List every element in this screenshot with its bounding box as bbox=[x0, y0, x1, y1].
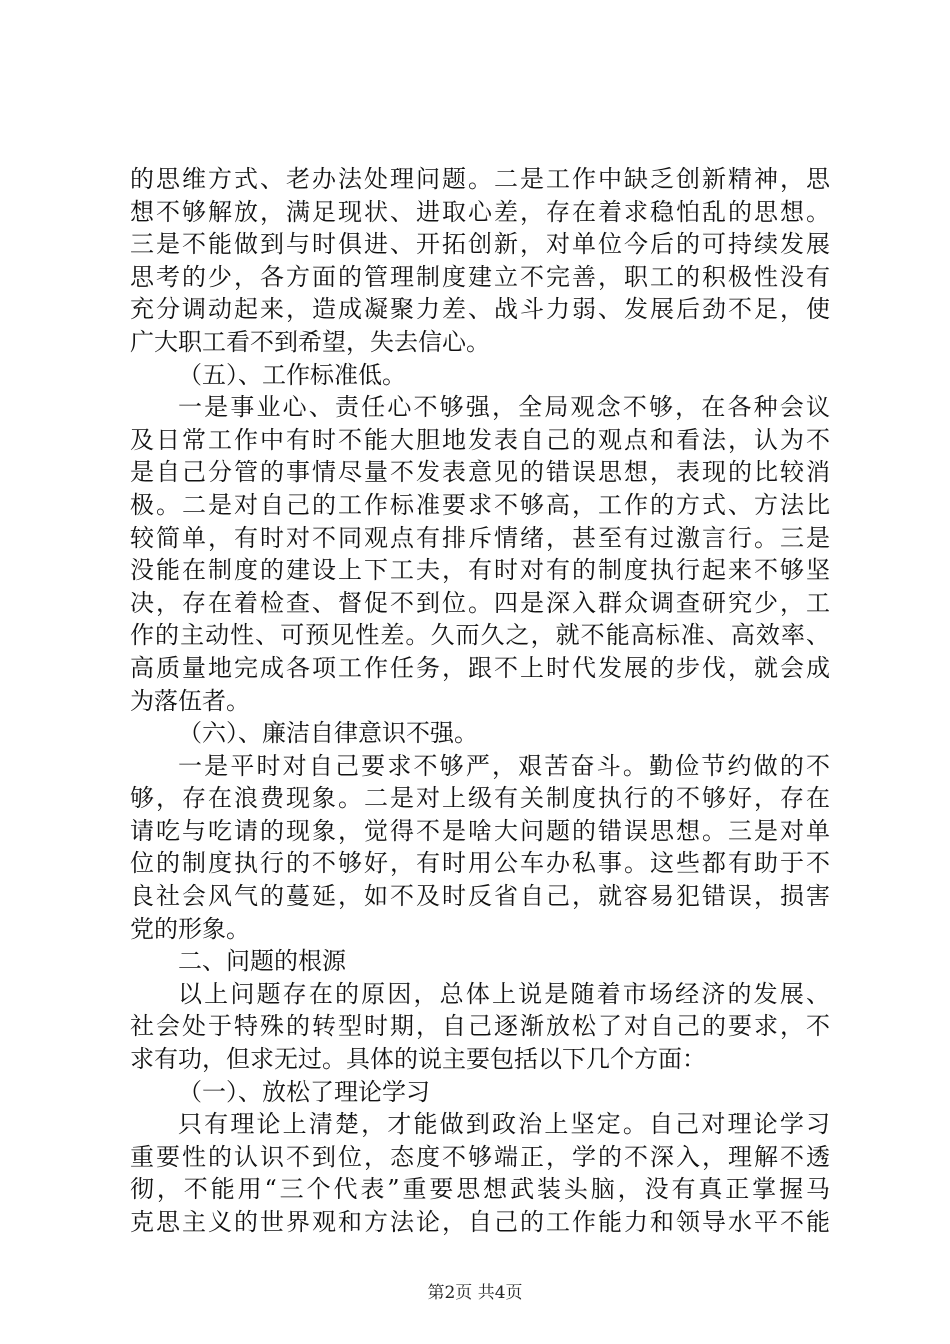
section-heading: （一）、放松了理论学习 bbox=[178, 1077, 430, 1106]
text-line: 及日常工作中有时不能大胆地发表自己的观点和看法，认为不 bbox=[130, 425, 830, 454]
text-line: 以上问题存在的原因，总体上说是随着市场经济的发展、 bbox=[178, 979, 830, 1008]
document-body bbox=[130, 163, 830, 1239]
text-line: 重要性的认识不到位，态度不够端正，学的不深入，理解不透 bbox=[130, 1142, 830, 1171]
page-number: 第2页 共4页 bbox=[427, 1283, 523, 1303]
text-line: 极。二是对自己的工作标准要求不够高，工作的方式、方法比 bbox=[130, 490, 830, 519]
section-heading: （六）、廉洁自律意识不强。 bbox=[178, 719, 478, 748]
text-line: 高质量地完成各项工作任务，跟不上时代发展的步伐，就会成 bbox=[130, 653, 830, 682]
section-heading: （五）、工作标准低。 bbox=[178, 360, 406, 389]
text-line: 决，存在着检查、督促不到位。四是深入群众调查研究少，工 bbox=[130, 588, 830, 617]
text-line: 广大职工看不到希望，失去信心。 bbox=[130, 327, 490, 356]
text-line: 位的制度执行的不够好，有时用公车办私事。这些都有助于不 bbox=[130, 849, 830, 878]
text-line: 良社会风气的蔓延，如不及时反省自己，就容易犯错误，损害 bbox=[130, 882, 830, 911]
text-line: 思考的少，各方面的管理制度建立不完善，职工的积极性没有 bbox=[130, 262, 830, 291]
text-line: 只有理论上清楚，才能做到政治上坚定。自己对理论学习 bbox=[178, 1110, 830, 1139]
text-line: 够，存在浪费现象。二是对上级有关制度执行的不够好，存在 bbox=[130, 784, 830, 813]
section-heading: 二、问题的根源 bbox=[178, 947, 346, 976]
text-line: 求有功，但求无过。具体的说主要包括以下几个方面： bbox=[130, 1045, 706, 1074]
text-line: 请吃与吃请的现象，觉得不是啥大问题的错误思想。三是对单 bbox=[130, 816, 830, 845]
text-line: 三是不能做到与时俱进、开拓创新，对单位今后的可持续发展 bbox=[130, 230, 830, 259]
text-line: 一是平时对自己要求不够严，艰苦奋斗。勤俭节约做的不 bbox=[178, 751, 830, 780]
text-line: 一是事业心、责任心不够强，全局观念不够，在各种会议 bbox=[178, 393, 830, 422]
text-line: 的思维方式、老办法处理问题。二是工作中缺乏创新精神，思 bbox=[130, 165, 830, 193]
text-line: 较简单，有时对不同观点有排斥情绪，甚至有过激言行。三是 bbox=[130, 523, 830, 552]
text-line: 为落伍者。 bbox=[130, 686, 250, 715]
text-line: 充分调动起来，造成凝聚力差、战斗力弱、发展后劲不足，使 bbox=[130, 295, 830, 324]
page-footer bbox=[0, 1282, 950, 1304]
text-line: 没能在制度的建设上下工夫，有时对有的制度执行起来不够坚 bbox=[130, 556, 830, 585]
text-line: 克思主义的世界观和方法论，自己的工作能力和领导水平不能 bbox=[130, 1208, 830, 1236]
text-line: 作的主动性、可预见性差。久而久之，就不能高标准、高效率、 bbox=[130, 621, 830, 650]
text-line: 彻，不能用“三个代表”重要思想武装头脑，没有真正掌握马 bbox=[130, 1175, 830, 1204]
text-line: 社会处于特殊的转型时期，自己逐渐放松了对自己的要求，不 bbox=[130, 1012, 830, 1041]
text-line: 是自己分管的事情尽量不发表意见的错误思想，表现的比较消 bbox=[130, 458, 830, 487]
text-line: 想不够解放，满足现状、进取心差，存在着求稳怕乱的思想。 bbox=[130, 197, 830, 226]
text-line: 党的形象。 bbox=[130, 914, 250, 943]
